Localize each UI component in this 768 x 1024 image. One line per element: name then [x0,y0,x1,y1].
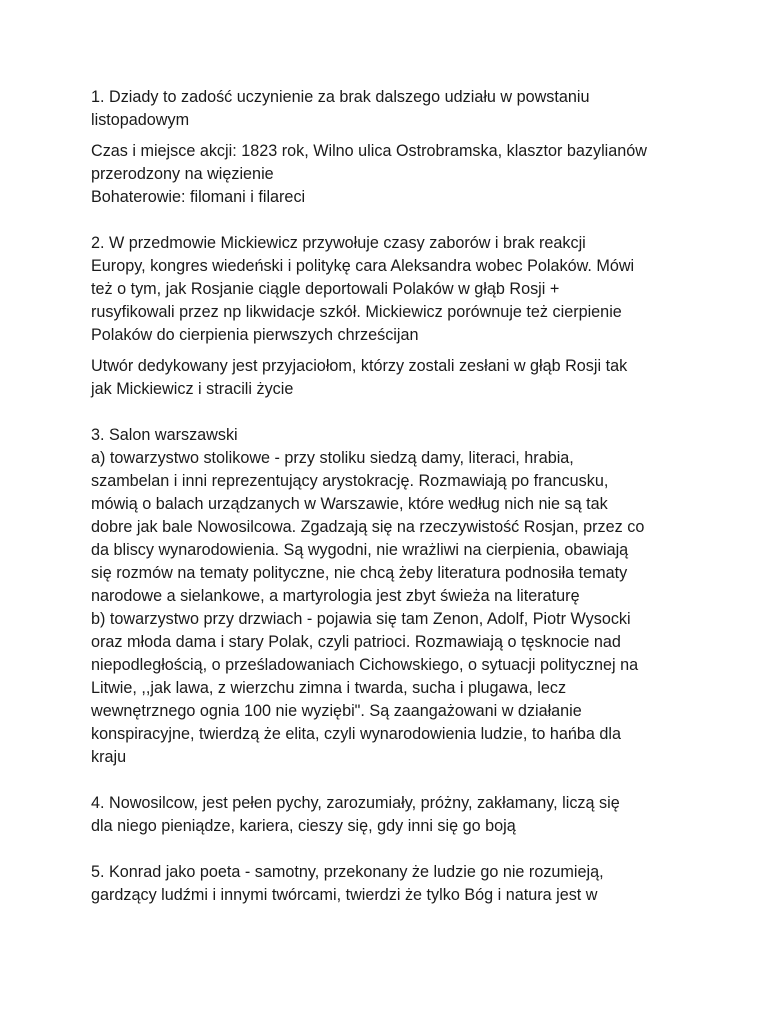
paragraph-2 [91,140,691,209]
spacer [91,132,691,140]
text-line: da bliscy wynarodowienia. Są wygodni, nie wrażliwi na cierpienia, obawiają [91,541,629,559]
text-line: b) towarzystwo przy drzwiach - pojawia się tam Zenon, Adolf, Piotr Wysocki [91,610,631,628]
text-line: narodowe a sielankowe, a martyrologia jest zbyt świeża na literaturę [91,587,580,605]
text-line: 5. Konrad jako poeta - samotny, przekonany że ludzie go nie rozumieją, [91,863,604,881]
spacer [91,209,691,232]
text-line: jak Mickiewicz i stracili życie [91,380,294,398]
text-line: się rozmów na tematy polityczne, nie chcą żeby literatura podnosiła tematy [91,564,628,582]
paragraph-5 [91,424,691,769]
paragraph-6 [91,792,691,838]
text-line: 3. Salon warszawski [91,426,238,444]
text-line: 1. Dziady to zadość uczynienie za brak dalszego udziału w powstaniu [91,88,590,106]
text-line: kraju [91,748,127,766]
paragraph-7 [91,861,691,907]
text-line: konspiracyjne, twierdzą że elita, czyli wynarodowienia ludzie, to hańba dla [91,725,621,743]
text-line: dobre jak bale Nowosilcowa. Zgadzają się na rzeczywistość Rosjan, przez co [91,518,645,536]
text-line: 4. Nowosilcow, jest pełen pychy, zarozumiały, próżny, zakłamany, liczą się [91,794,620,812]
text-line: też o tym, jak Rosjanie ciągle deportowali Polaków w głąb Rosji + [91,280,560,298]
text-line: listopadowym [91,111,190,129]
text-line: szambelan i inni reprezentujący arystokrację. Rozmawiają po francusku, [91,472,609,490]
paragraph-1 [91,86,691,132]
spacer [91,769,691,792]
text-line: Utwór dedykowany jest przyjaciołom, którzy zostali zesłani w głąb Rosji tak [91,357,628,375]
spacer [91,401,691,424]
spacer [91,347,691,355]
text-line: Czas i miejsce akcji: 1823 rok, Wilno ulica Ostrobramska, klasztor bazylianów [91,142,647,160]
text-line: oraz młoda dama i stary Polak, czyli patrioci. Rozmawiają o tęsknocie nad [91,633,621,651]
text-line: wewnętrznego ognia 100 nie wyziębi". Są zaangażowani w działanie [91,702,582,720]
text-line: Polaków do cierpienia pierwszych chrześcijan [91,326,419,344]
text-line: Litwie, ,,jak lawa, z wierzchu zimna i twarda, sucha i plugawa, lecz [91,679,567,697]
text-line: a) towarzystwo stolikowe - przy stoliku siedzą damy, literaci, hrabia, [91,449,574,467]
text-line: dla niego pieniądze, kariera, cieszy się, gdy inni się go boją [91,817,516,835]
paragraph-3 [91,232,691,347]
text-line: gardzący ludźmi i innymi twórcami, twierdzi że tylko Bóg i natura jest w [91,886,598,904]
text-line: przerodzony na więzienie [91,165,274,183]
text-line: niepodległością, o prześladowaniach Cichowskiego, o sytuacji politycznej na [91,656,639,674]
text-line: Europy, kongres wiedeński i politykę cara Aleksandra wobec Polaków. Mówi [91,257,635,275]
paragraph-4 [91,355,691,401]
document-page [91,86,691,907]
text-line: 2. W przedmowie Mickiewicz przywołuje czasy zaborów i brak reakcji [91,234,586,252]
text-line: rusyfikowali przez np likwidacje szkół. Mickiewicz porównuje też cierpienie [91,303,622,321]
text-line: mówią o balach urządzanych w Warszawie, które według nich nie są tak [91,495,608,513]
text-line: Bohaterowie: filomani i filareci [91,188,306,206]
spacer [91,838,691,861]
